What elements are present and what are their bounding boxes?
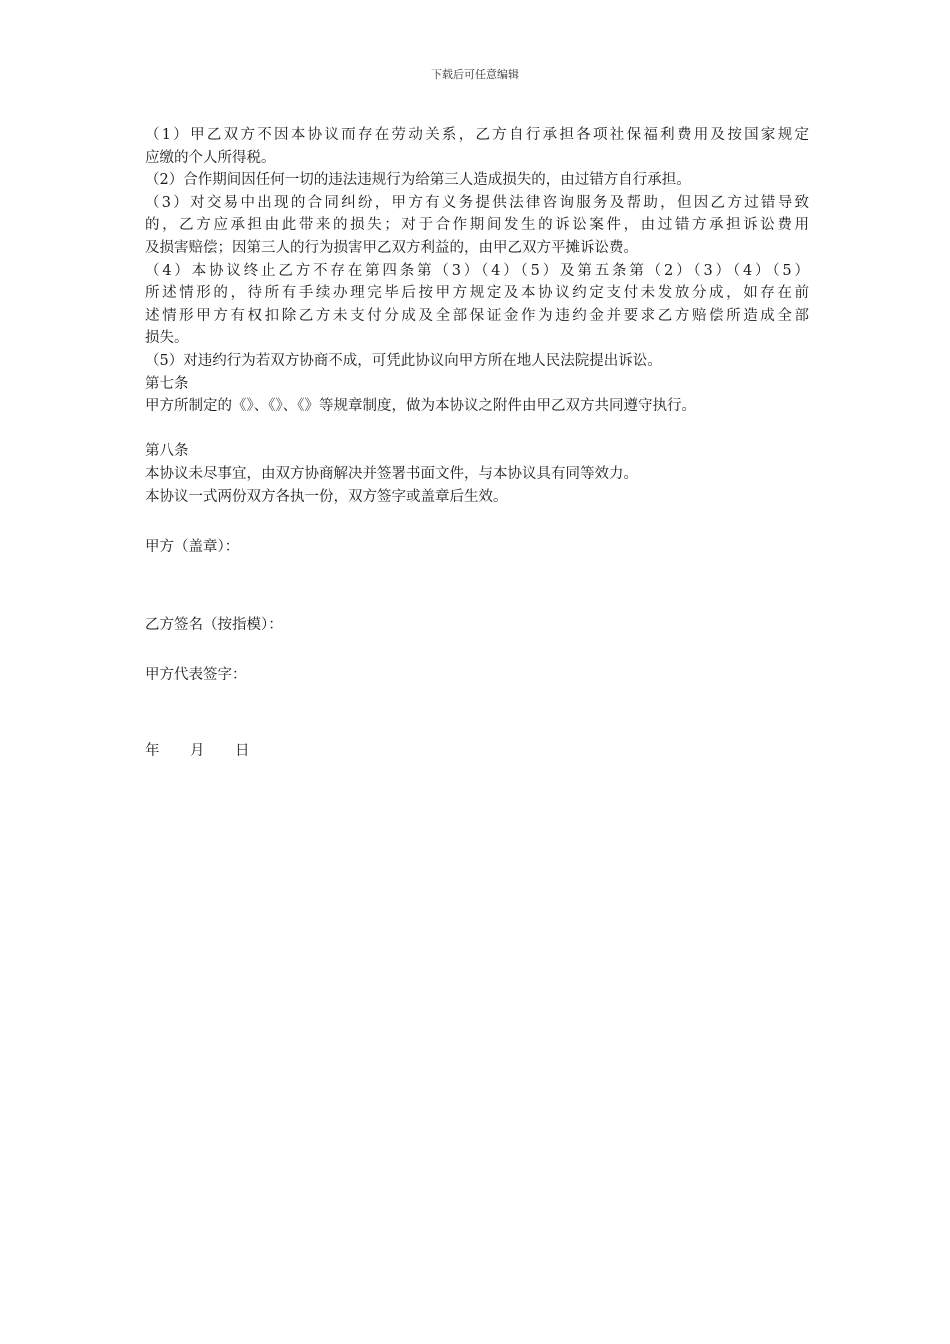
clause-3-line-2: 的，乙方应承担由此带来的损失；对于合作期间发生的诉讼案件，由过错方承担诉讼费用 (145, 217, 809, 234)
party-a-seal-label: 甲方（盖章）： (145, 539, 240, 556)
article-7-title: 第七条 (145, 375, 189, 392)
document-body (145, 124, 809, 762)
clause-4-line-4: 损失。 (145, 330, 189, 347)
clause-2-line-1: （2）合作期间因任何一切的违法违规行为给第三人造成损失的，由过错方自行承担。 (145, 172, 691, 189)
date-day: 日 (235, 742, 250, 759)
spacer (145, 687, 809, 734)
spacer (145, 636, 809, 664)
date-year: 年 (145, 742, 160, 759)
date-month: 月 (190, 742, 205, 759)
date-row (145, 740, 809, 763)
clause-1-line-1: （1）甲乙双方不因本协议而存在劳动关系，乙方自行承担各项社保福利费用及按国家规定 (145, 127, 809, 143)
article-7-body: 甲方所制定的《》、《》、《》等规章制度，做为本协议之附件由甲乙双方共同遵守执行。 (145, 398, 696, 415)
party-a-representative-label: 甲方代表签字： (145, 667, 247, 684)
article-8-title: 第八条 (145, 443, 189, 460)
clause-4-line-1: （4）本协议终止乙方不存在第四条第（3）（4）（5）及第五条第（2）（3）（4）（5） (145, 262, 809, 279)
spacer (145, 559, 809, 606)
clause-1-line-2: 应缴的个人所得税。 (145, 149, 276, 166)
article-8-line-1: 本协议未尽事宜，由双方协商解决并签署书面文件，与本协议具有同等效力。 (145, 465, 638, 482)
spacer (145, 606, 809, 614)
clause-3-line-3: 及损害赔偿；因第三人的行为损害甲乙双方利益的，由甲乙双方平摊诉讼费。 (145, 239, 638, 256)
spacer (145, 508, 809, 536)
clause-4-line-2: 所述情形的，待所有手续办理完毕后按甲方规定及本协议约定支付未发放分成，如存在前 (145, 285, 809, 302)
clause-4-line-3: 述情形甲方有权扣除乙方未支付分成及全部保证金作为违约金并要求乙方赔偿所造成全部 (145, 307, 809, 324)
clause-3-line-1: （3）对交易中出现的合同纠纷，甲方有义务提供法律咨询服务及帮助，但因乙方过错导致 (145, 194, 809, 211)
clause-5-line-1: （5）对违约行为若双方协商不成，可凭此协议向甲方所在地人民法院提出诉讼。 (145, 352, 662, 369)
spacer (145, 418, 809, 441)
page-header: 下载后可任意编辑 (431, 68, 519, 81)
article-8-line-2: 本协议一式两份双方各执一份，双方签字或盖章后生效。 (145, 488, 508, 505)
party-b-signature-label: 乙方签名（按指模）： (145, 616, 283, 633)
